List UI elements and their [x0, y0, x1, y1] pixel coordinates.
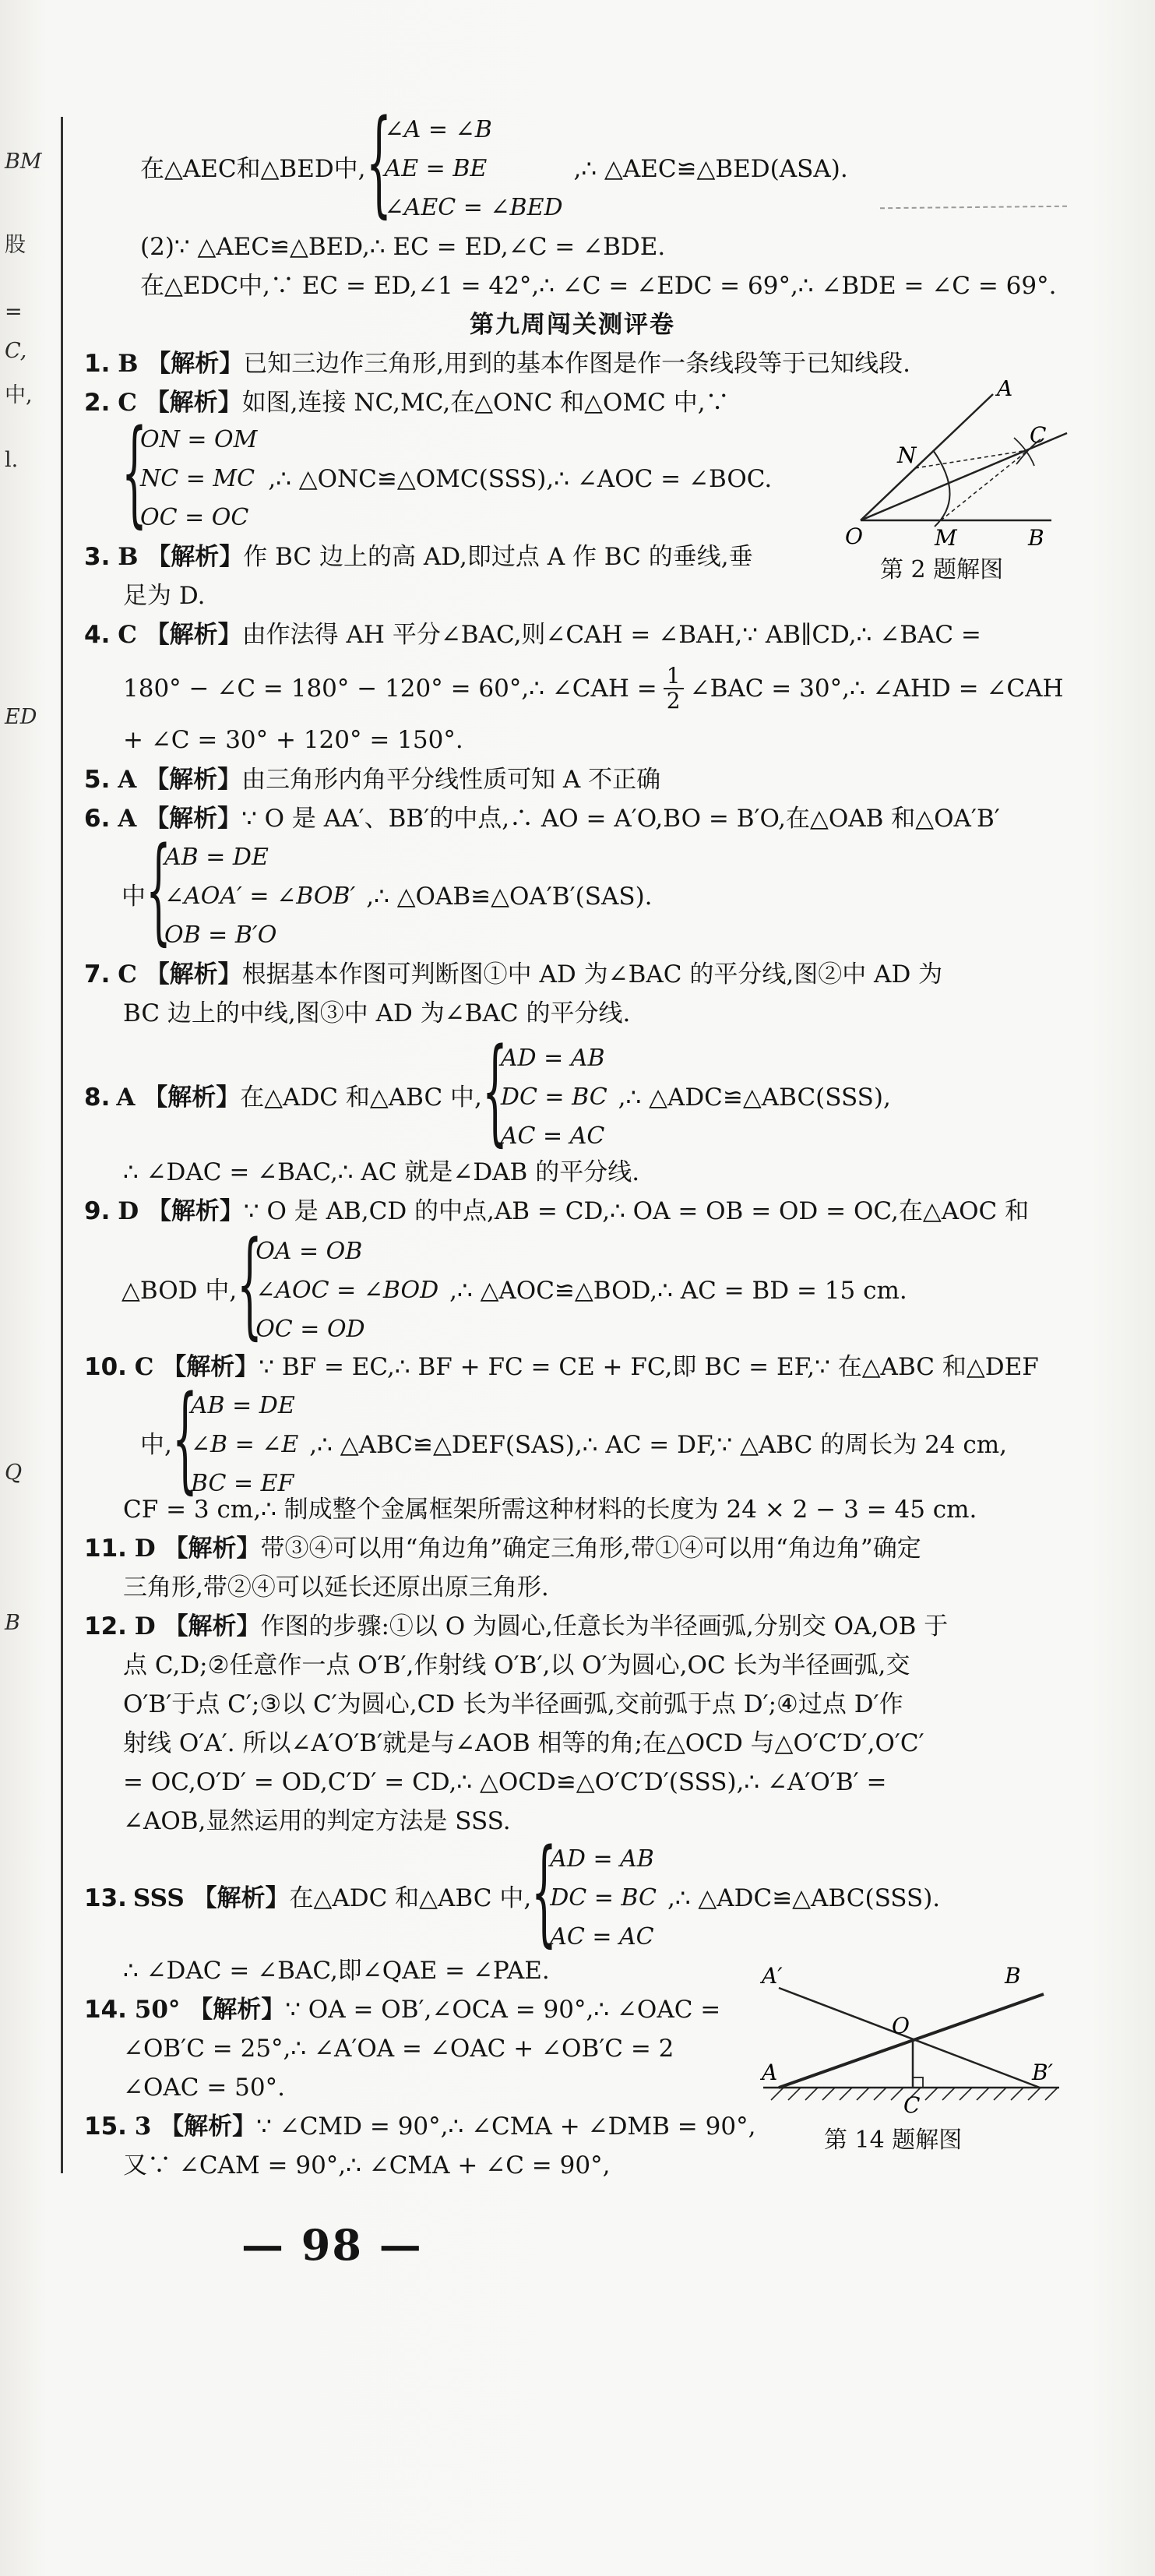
- proof-conclusion: ,∴ △AEC≌△BED(ASA).: [573, 155, 848, 183]
- margin-fragment: l.: [5, 448, 19, 472]
- answer-12: [84, 1607, 948, 1646]
- margin-fragment: =: [5, 300, 23, 324]
- answer-number: 2.: [84, 389, 111, 417]
- answer-2: [84, 383, 730, 422]
- answer-text: 已知三边作三角形,用到的基本作图是作一条线段等于已知线段.: [243, 350, 910, 378]
- proof-line: 在△EDC中,∵ EC = ED,∠1 = 42°,∴ ∠C = ∠EDC = 69°,∴ ∠BDE = ∠C = 69°.: [140, 272, 1057, 300]
- label-m: M: [935, 525, 957, 551]
- proof-line: (2)∵ △AEC≌△BED,∴ EC = ED,∠C = ∠BDE.: [140, 233, 666, 261]
- answer-7-cont: BC 边上的中线,图③中 AD 为∠BAC 的平分线.: [123, 999, 631, 1027]
- answer-10: [84, 1348, 1039, 1387]
- margin-fragment: BM: [5, 150, 42, 174]
- condition: ∠A = ∠B: [384, 116, 492, 143]
- answer-4-cont: + ∠C = 30° + 120° = 150°.: [123, 726, 463, 754]
- answer-tag: SSS 【解析】: [132, 1884, 290, 1912]
- proof-conclusion: ,∴ △ADC≌△ABC(SSS).: [667, 1884, 941, 1912]
- answer-2-system: [121, 405, 773, 539]
- proof-conclusion: ,∴ △OAB≌△OA′B′(SAS).: [366, 883, 653, 911]
- condition-system: [191, 1387, 298, 1503]
- proof-conclusion: ,∴ △AOC≌△BOD,∴ AC = BD = 15 cm.: [449, 1277, 907, 1305]
- condition: AD = AB: [550, 1845, 654, 1873]
- answer-number: 1.: [84, 350, 111, 378]
- proof-conclusion: ,∴ △ABC≌△DEF(SAS),∴ AC = DF,∵ △ABC 的周长为 24 cm,: [309, 1431, 1007, 1459]
- answer-number: 10.: [84, 1353, 127, 1381]
- margin-fragment: C,: [5, 339, 27, 363]
- answer-text: 根据基本作图可判断图①中 AD 为∠BAC 的平分线,图②中 AD 为: [241, 960, 943, 988]
- answer-6-system: [121, 823, 653, 957]
- margin-fragment: 股: [5, 233, 26, 257]
- label-b: B: [1005, 1963, 1021, 1989]
- condition-system: [385, 111, 563, 227]
- answer-text: 中: [121, 883, 146, 911]
- ray-oa: [861, 394, 993, 520]
- answer-tag: C 【解析】: [118, 389, 242, 417]
- condition: OC = OD: [255, 1316, 365, 1343]
- condition-system: [550, 1840, 657, 1957]
- answer-text: △BOD 中,: [121, 1277, 238, 1305]
- proof-text: 在△AEC和△BED中,: [140, 155, 366, 183]
- answer-12-cont: = OC,O′D′ = OD,C′D′ = CD,∴ △OCD≌△O′C′D′(SSS),∴ ∠A′O′B′ =: [123, 1768, 887, 1796]
- condition: AD = AB: [500, 1045, 605, 1072]
- answer-tag: A 【解析】: [118, 805, 242, 833]
- condition: ON = OM: [140, 426, 258, 453]
- answer-13: [84, 1824, 941, 1958]
- label-b: B: [1028, 525, 1044, 551]
- answer-text: 由三角形内角平分线性质可知 A 不正确: [241, 766, 661, 794]
- label-o: O: [892, 2013, 910, 2039]
- condition: OA = OB: [255, 1238, 363, 1265]
- proof-conclusion: ,∴ △ADC≌△ABC(SSS),: [618, 1084, 891, 1112]
- answer-text: 在△ADC 和△ABC 中,: [240, 1084, 482, 1112]
- answer-text: 带③④可以用“角边角”确定三角形,带①④可以用“角边角”确定: [260, 1535, 921, 1563]
- condition: DC = BC: [550, 1884, 657, 1912]
- margin-fragment: Q: [5, 1461, 23, 1485]
- answer-text: 在△ADC 和△ABC 中,: [289, 1884, 532, 1912]
- answer-text: 由作法得 AH 平分∠BAC,则∠CAH = ∠BAH,∵ AB∥CD,∴ ∠BAC =: [241, 621, 981, 649]
- answer-text: 作图的步骤:①以 O 为圆心,任意长为半径画弧,分别交 OA,OB 于: [260, 1612, 949, 1640]
- answer-7: [84, 955, 942, 994]
- answer-12-cont: 射线 O′A′. 所以∠A′O′B′就是与∠AOB 相等的角;在△OCD 与△O′C′D′,O′C′: [123, 1729, 924, 1757]
- answer-number: 11.: [84, 1535, 127, 1563]
- answer-12-cont: ∠AOB,显然运用的判定方法是 SSS.: [123, 1807, 511, 1835]
- answer-text: ∵ ∠CMD = 90°,∴ ∠CMA + ∠DMB = 90°,: [256, 2113, 756, 2141]
- answer-number: 5.: [84, 766, 111, 794]
- answer-tag: 50° 【解析】: [134, 1996, 286, 2024]
- proof-conclusion: ,∴ △ONC≌△OMC(SSS),∴ ∠AOC = ∠BOC.: [268, 465, 773, 493]
- left-brace: {: [121, 405, 147, 539]
- answer-text: ∵ O 是 AB,CD 的中点,AB = CD,∴ OA = OB = OD = OC,在△AOC 和: [243, 1197, 1030, 1225]
- condition: AC = AC: [550, 1923, 654, 1951]
- left-brace: {: [531, 1824, 558, 1958]
- answer-tag: D 【解析】: [118, 1197, 244, 1225]
- answer-text: 中,: [140, 1431, 172, 1459]
- answer-4: [84, 615, 981, 654]
- answer-8-cont: ∴ ∠DAC = ∠BAC,∴ AC 就是∠DAB 的平分线.: [123, 1158, 640, 1186]
- answer-number: 12.: [84, 1612, 127, 1640]
- condition: AE = BE: [384, 155, 488, 182]
- condition-system: [255, 1232, 438, 1349]
- answer-3-cont: 足为 D.: [123, 582, 206, 610]
- margin-fragment: ED: [5, 705, 37, 729]
- answer-14-cont: ∠OB′C = 25°,∴ ∠A′OA = ∠OAC + ∠OB′C = 2: [123, 2035, 674, 2063]
- label-o: O: [845, 523, 863, 549]
- answer-13-cont: ∴ ∠DAC = ∠BAC,即∠QAE = ∠PAE.: [123, 1957, 550, 1985]
- printing-mark: [880, 206, 1067, 210]
- condition: ∠B = ∠E: [190, 1431, 299, 1458]
- answer-8: [84, 1024, 891, 1158]
- answer-number: 6.: [84, 805, 111, 833]
- answer-text: ∵ BF = EC,∴ BF + FC = CE + FC,即 BC = EF,∵ 在△ABC 和△DEF: [259, 1353, 1039, 1381]
- section-title: 第九周闯关测评卷: [470, 311, 675, 339]
- left-brace: {: [365, 95, 392, 229]
- condition: OC = OC: [140, 504, 249, 531]
- label-b-prime: B′: [1032, 2060, 1053, 2085]
- answer-number: 8.: [84, 1084, 111, 1112]
- answer-15: [84, 2107, 755, 2146]
- answer-number: 9.: [84, 1197, 111, 1225]
- answer-text: ∵ O 是 AA′、BB′的中点,∴ AO = A′O,BO = B′O,在△OAB 和△OA′B′: [241, 805, 1000, 833]
- answer-number: 13.: [84, 1884, 127, 1912]
- left-brace: {: [171, 1371, 198, 1505]
- condition-system: [164, 838, 355, 955]
- label-c: C: [903, 2092, 921, 2118]
- answer-11: [84, 1529, 921, 1568]
- condition: AB = DE: [164, 844, 269, 871]
- answer-10-cont: CF = 3 cm,∴ 制成整个金属框架所需这种材料的长度为 24 × 2 − 3 = 45 cm.: [123, 1496, 977, 1524]
- label-a: A: [762, 2060, 778, 2085]
- condition-system: [501, 1039, 607, 1156]
- answer-12-cont: O′B′于点 C′;③以 C′为圆心,CD 长为半径画弧,交前弧于点 D′;④过点 D′作: [123, 1690, 903, 1718]
- condition: BC = EF: [190, 1470, 294, 1497]
- label-a: A: [997, 380, 1013, 401]
- condition-system: [140, 421, 257, 537]
- right-angle-mark: [913, 2077, 923, 2088]
- fraction: [664, 664, 684, 713]
- label-c: C: [1030, 422, 1047, 448]
- answer-tag: 3 【解析】: [134, 2113, 257, 2141]
- top-congruence-proof: [140, 95, 848, 229]
- answer-number: 3.: [84, 543, 111, 571]
- figure-14: [748, 1955, 1075, 2119]
- condition: ∠AOA′ = ∠BOB′: [164, 883, 356, 910]
- answer-4-cont: [84, 664, 1064, 713]
- answer-12-cont: 点 C,D;②任意作一点 O′B′,作射线 O′B′,以 O′为圆心,OC 长为半径画弧,交: [123, 1651, 910, 1679]
- answer-text: ∵ OA = OB′,∠OCA = 90°,∴ ∠OAC =: [285, 1996, 721, 2024]
- label-a-prime: A′: [762, 1963, 783, 1989]
- answer-9: [84, 1192, 1029, 1231]
- answer-tag: B 【解析】: [118, 543, 244, 571]
- answer-tag: D 【解析】: [134, 1535, 261, 1563]
- left-brace: {: [481, 1024, 508, 1158]
- figure-2-caption: 第 2 题解图: [880, 556, 1004, 583]
- answer-text: 如图,连接 NC,MC,在△ONC 和△OMC 中,∵: [241, 389, 730, 417]
- answer-tag: B 【解析】: [118, 350, 244, 378]
- answer-text: ∠BAC = 30°,∴ ∠AHD = ∠CAH: [689, 675, 1064, 703]
- label-n: N: [897, 442, 917, 468]
- answer-1: [84, 344, 910, 383]
- answer-tag: D 【解析】: [134, 1612, 261, 1640]
- answer-15-cont: 又∵ ∠CAM = 90°,∴ ∠CMA + ∠C = 90°,: [123, 2151, 611, 2180]
- margin-fragment: 中,: [5, 383, 33, 407]
- answer-number: 4.: [84, 621, 111, 649]
- condition: NC = MC: [140, 465, 255, 492]
- condition: DC = BC: [500, 1084, 607, 1111]
- condition: AB = DE: [190, 1392, 295, 1419]
- answer-5: [84, 760, 660, 799]
- answer-number: 15.: [84, 2113, 127, 2141]
- answer-tag: C 【解析】: [118, 621, 242, 649]
- answer-tag: A 【解析】: [118, 766, 242, 794]
- segment-mc: [941, 450, 1028, 520]
- condition: AC = AC: [500, 1122, 605, 1150]
- answer-10-system: [140, 1371, 1007, 1505]
- answer-11-cont: 三角形,带②④可以延长还原出原三角形.: [123, 1573, 549, 1602]
- answer-tag: C 【解析】: [118, 960, 242, 988]
- answer-text: 180° − ∠C = 180° − 120° = 60°,∴ ∠CAH =: [123, 675, 657, 703]
- figure-2: [841, 380, 1075, 559]
- left-brace: {: [237, 1217, 263, 1351]
- condition: ∠AOC = ∠BOD: [255, 1277, 439, 1304]
- answer-number: 7.: [84, 960, 111, 988]
- left-brace: {: [146, 823, 171, 957]
- answer-14: [84, 1990, 720, 2029]
- figure-14-caption: 第 14 题解图: [824, 2127, 963, 2154]
- answer-number: 14.: [84, 1996, 127, 2024]
- fraction-denominator: 2: [666, 688, 681, 714]
- answer-tag: A 【解析】: [116, 1084, 241, 1112]
- answer-9-system: [121, 1217, 907, 1351]
- answer-tag: C 【解析】: [134, 1353, 259, 1381]
- column-divider: [61, 117, 63, 2173]
- page-number: — 98 —: [241, 2220, 423, 2270]
- answer-3: [84, 537, 753, 576]
- condition: ∠AEC = ∠BED: [384, 194, 563, 221]
- fraction-numerator: 1: [664, 664, 684, 689]
- condition: OB = B′O: [164, 922, 277, 949]
- margin-fragment: B: [5, 1611, 20, 1635]
- answer-6: [84, 799, 1000, 838]
- answer-text: 作 BC 边上的高 AD,即过点 A 作 BC 的垂线,垂: [243, 543, 753, 571]
- answer-14-cont: ∠OAC = 50°.: [123, 2074, 285, 2102]
